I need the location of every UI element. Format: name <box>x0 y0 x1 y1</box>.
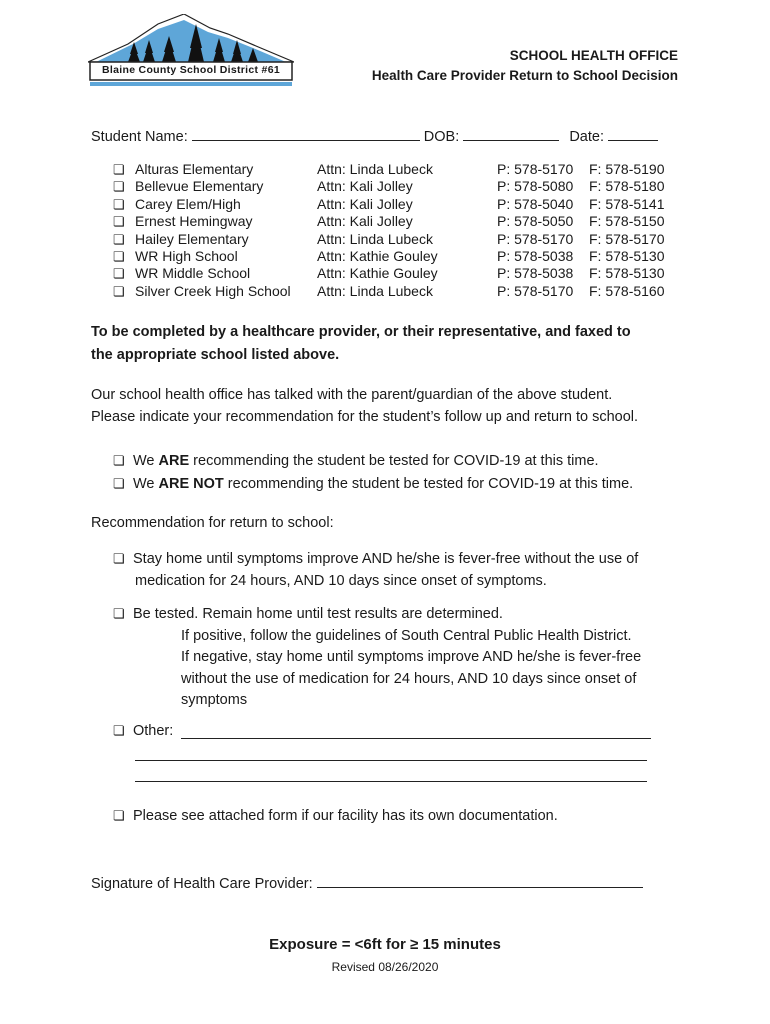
school-phone: P: 578-5040 <box>497 195 574 212</box>
school-attn: Attn: Kali Jolley <box>317 178 413 195</box>
school-attn: Attn: Linda Lubeck <box>317 161 433 177</box>
signature-line <box>91 873 643 892</box>
school-name: Alturas Elementary <box>135 161 254 177</box>
school-phone: P: 578-5050 <box>497 213 574 230</box>
exposure-note: Exposure = <6ft for ≥ 15 minutes <box>269 936 501 953</box>
option-be-tested[interactable]: ❏ Be tested. Remain home until test results are determined. If positive, follow the guidelines of South Central Public Health District. If negative, stay home until symptoms improve AND he/she is fever-free without the use of medication for 24 hours, AND 10 days since onset of symptoms <box>113 603 641 712</box>
dob-label: DOB: <box>423 129 460 145</box>
intro-line-2: Please indicate your recommendation for the student’s follow up and return to school. <box>91 408 639 425</box>
signature-label: Signature of Health Care Provider: <box>91 876 313 892</box>
intro-line-1: Our school health office has talked with the parent/guardian of the above student. <box>91 387 613 403</box>
instructions-line-2: the appropriate school listed above. <box>91 347 340 363</box>
school-phone: P: 578-5038 <box>497 265 574 282</box>
checkbox-icon[interactable]: ❏ <box>113 283 125 299</box>
school-fax: F: 578-5160 <box>589 282 665 299</box>
school-row[interactable] <box>113 161 673 178</box>
checkbox-icon[interactable]: ❏ <box>113 179 125 195</box>
option-are-testing[interactable]: ❏ We ARE recommending the student be tested for COVID-19 at this time. <box>113 450 633 473</box>
revised-date: Revised 08/26/2020 <box>331 960 439 974</box>
school-fax: F: 578-5190 <box>589 161 665 177</box>
school-list <box>113 161 673 300</box>
student-name-label: Student Name: <box>91 129 188 145</box>
school-phone: P: 578-5080 <box>497 178 574 195</box>
option-stay-home[interactable]: ❏ Stay home until symptoms improve AND he/she is fever-free without the use of medication for 24 hours, AND 10 days since onset of symptoms. <box>113 548 638 592</box>
checkbox-icon[interactable]: ❏ <box>113 248 125 264</box>
school-name: Hailey Elementary <box>135 230 249 247</box>
school-name: Silver Creek High School <box>135 282 291 299</box>
checkbox-icon[interactable]: ❏ <box>113 266 125 282</box>
other-line-3[interactable] <box>135 781 647 782</box>
checkbox-icon[interactable]: ❏ <box>113 723 125 738</box>
checkbox-icon[interactable]: ❏ <box>113 808 125 823</box>
school-name: Bellevue Elementary <box>135 178 264 195</box>
recommendation-label: Recommendation for return to school: <box>91 515 334 531</box>
checkbox-icon[interactable]: ❏ <box>113 551 125 566</box>
other-line-1[interactable] <box>181 738 651 739</box>
school-row[interactable] <box>113 265 673 282</box>
school-attn: Attn: Kali Jolley <box>317 213 413 230</box>
other-label: Other: <box>133 723 174 739</box>
checkbox-icon[interactable]: ❏ <box>113 196 125 212</box>
school-phone: P: 578-5170 <box>497 161 574 177</box>
school-row[interactable] <box>113 231 673 248</box>
school-attn: Attn: Kali Jolley <box>317 195 413 212</box>
form-title: Health Care Provider Return to School Decision <box>371 68 678 83</box>
office-title: SCHOOL HEALTH OFFICE <box>509 48 678 63</box>
checkbox-icon[interactable]: ❏ <box>113 162 125 177</box>
school-name: WR High School <box>135 247 238 264</box>
student-info-line <box>91 126 658 145</box>
option-other[interactable] <box>113 723 173 739</box>
school-phone: P: 578-5170 <box>497 282 574 299</box>
school-row[interactable] <box>113 248 673 265</box>
testing-options <box>113 450 633 495</box>
school-attn: Attn: Kathie Gouley <box>317 265 438 282</box>
date-field[interactable] <box>608 126 658 141</box>
dob-field[interactable] <box>463 126 559 141</box>
date-label: Date: <box>569 129 604 145</box>
school-phone: P: 578-5038 <box>497 247 574 264</box>
school-attn: Attn: Linda Lubeck <box>317 282 433 299</box>
school-fax: F: 578-5180 <box>589 178 665 195</box>
checkbox-icon[interactable]: ❏ <box>113 214 125 230</box>
checkbox-icon[interactable]: ❏ <box>113 606 125 621</box>
district-logo-text: Blaine County School District #61 <box>102 64 280 76</box>
school-row[interactable] <box>113 213 673 230</box>
intro-text <box>91 385 638 428</box>
school-fax: F: 578-5150 <box>589 213 665 230</box>
other-line-2[interactable] <box>135 760 647 761</box>
school-row[interactable] <box>113 196 673 213</box>
option-are-not-testing[interactable]: ❏ We ARE NOT recommending the student be tested for COVID-19 at this time. <box>113 473 633 496</box>
checkbox-icon[interactable]: ❏ <box>113 475 125 491</box>
school-fax: F: 578-5141 <box>589 195 665 212</box>
school-name: Ernest Hemingway <box>135 213 253 230</box>
instructions-line-1: To be completed by a healthcare provider, or their representative, and faxed to <box>91 324 631 340</box>
school-fax: F: 578-5170 <box>589 230 665 247</box>
school-phone: P: 578-5170 <box>497 230 574 247</box>
signature-field[interactable] <box>317 873 643 888</box>
school-row[interactable] <box>113 178 673 195</box>
school-fax: F: 578-5130 <box>589 265 665 282</box>
school-attn: Attn: Linda Lubeck <box>317 230 433 247</box>
mountain-trees-logo-graphic <box>88 14 294 88</box>
checkbox-icon[interactable]: ❏ <box>113 231 125 247</box>
student-name-field[interactable] <box>192 126 420 141</box>
school-name: WR Middle School <box>135 265 251 282</box>
option-attached-form[interactable]: ❏ Please see attached form if our facility has its own documentation. <box>113 808 558 824</box>
school-name: Carey Elem/High <box>135 195 241 212</box>
school-row[interactable] <box>113 283 673 300</box>
school-fax: F: 578-5130 <box>589 247 665 264</box>
checkbox-icon[interactable]: ❏ <box>113 453 125 468</box>
instructions <box>91 321 631 367</box>
district-logo <box>88 14 294 88</box>
school-attn: Attn: Kathie Gouley <box>317 247 438 264</box>
